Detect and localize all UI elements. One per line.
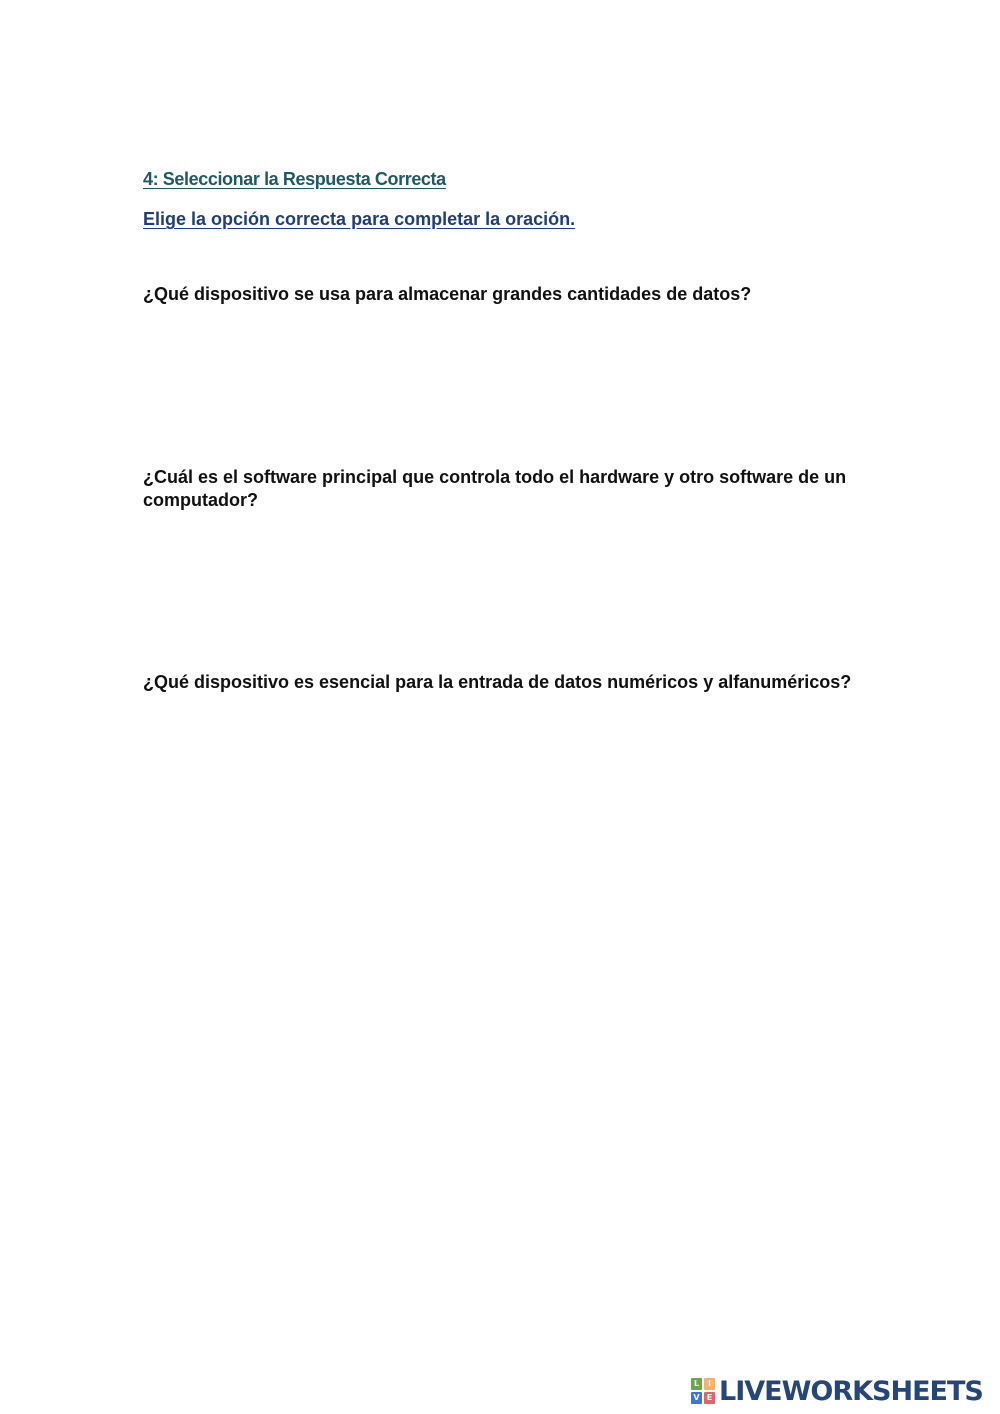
logo-letter-e: E xyxy=(704,1392,715,1404)
liveworksheets-logo-icon xyxy=(691,1378,715,1404)
logo-letter-v: V xyxy=(691,1392,702,1404)
logo-letter-l: L xyxy=(691,1378,702,1390)
logo-letter-i: I xyxy=(704,1378,715,1390)
question-2: ¿Cuál es el software principal que controla todo el hardware y otro software de un computador? xyxy=(143,467,847,510)
question-1: ¿Qué dispositivo se usa para almacenar grandes cantidades de datos? xyxy=(143,284,752,304)
instruction-text: Elige la opción correcta para completar la oración. xyxy=(143,209,576,229)
question-3: ¿Qué dispositivo es esencial para la entrada de datos numéricos y alfanuméricos? xyxy=(143,672,852,692)
section-title: 4: Seleccionar la Respuesta Correcta xyxy=(143,168,446,189)
liveworksheets-brand xyxy=(691,1374,983,1408)
brand-name: LIVEWORKSHEETS xyxy=(719,1375,983,1407)
